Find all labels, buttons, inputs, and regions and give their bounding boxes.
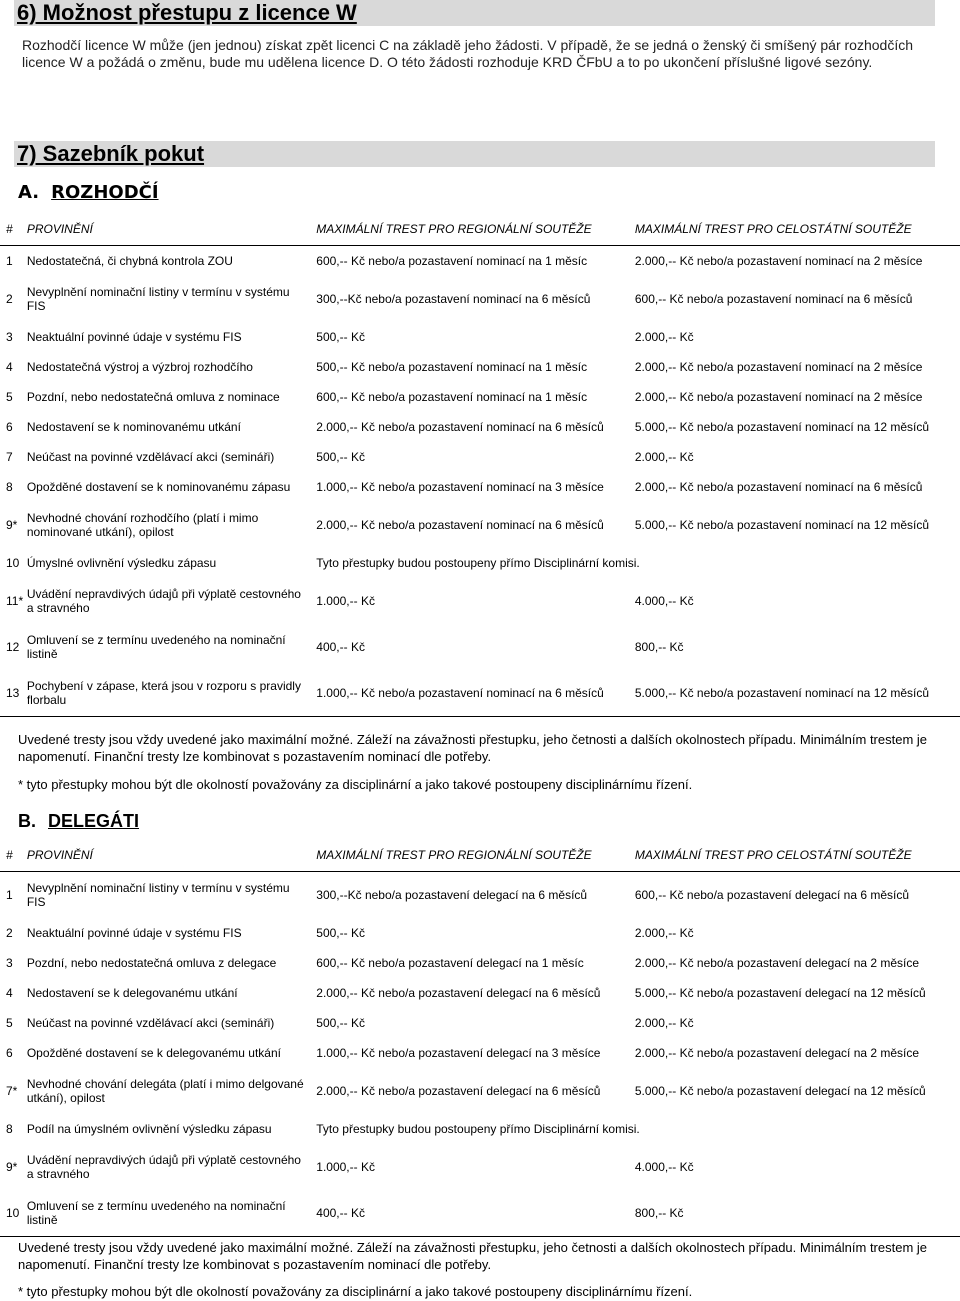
- cell-offense: Nevhodné chování rozhodčího (platí i mimo nominované utkání), opilost: [26, 511, 259, 539]
- table-row: [0, 670, 960, 717]
- cell-offense: Opožděné dostavení se k nominovanému zápasu: [26, 480, 291, 494]
- cell-offense: Pozdní, nebo nedostatečná omluva z nominace: [26, 390, 280, 404]
- cell-national-penalty: 2.000,-- Kč: [634, 330, 694, 344]
- table-row: [0, 948, 960, 978]
- cell-regional-penalty: Tyto přestupky budou postoupeny přímo Disciplinární komisi.: [316, 1122, 640, 1136]
- cell-offense: Úmyslné ovlivnění výsledku zápasu: [26, 556, 217, 570]
- cell-regional-penalty: 1.000,-- Kč: [316, 1160, 375, 1174]
- table-row: [0, 978, 960, 1008]
- cell-national-penalty: 5.000,-- Kč nebo/a pozastavení nominací na 12 měsíců: [634, 686, 930, 700]
- cell-national-penalty: 2.000,-- Kč: [634, 926, 694, 940]
- cell-regional-penalty: Tyto přestupky budou postoupeny přímo Disciplinární komisi.: [316, 556, 640, 570]
- cell-regional-penalty: 500,-- Kč nebo/a pozastavení nominací na 1 měsíc: [316, 360, 588, 374]
- cell-number: 10: [6, 556, 20, 570]
- cell-regional-penalty: 2.000,-- Kč nebo/a pozastavení nominací na 6 měsíců: [316, 420, 604, 434]
- cell-number: 7: [6, 450, 13, 464]
- cell-national-penalty: 5.000,-- Kč nebo/a pozastavení nominací na 12 měsíců: [634, 518, 930, 532]
- table-row: [0, 442, 960, 472]
- table-row: [0, 872, 960, 919]
- cell-national-penalty: 2.000,-- Kč nebo/a pozastavení nominací na 2 měsíce: [634, 360, 923, 374]
- cell-number: 5: [6, 1016, 13, 1030]
- cell-offense: Neúčast na povinné vzdělávací akci (semináři): [26, 450, 275, 464]
- cell-number: 2: [6, 292, 13, 306]
- cell-regional-penalty: 300,--Kč nebo/a pozastavení nominací na 6 měsíců: [316, 292, 591, 306]
- cell-national-penalty: 5.000,-- Kč nebo/a pozastavení delegací na 12 měsíců: [634, 1084, 926, 1098]
- col-header-national: MAXIMÁLNÍ TREST PRO CELOSTÁTNÍ SOUTĚŽE: [634, 222, 912, 236]
- cell-number: 13: [6, 686, 20, 700]
- cell-regional-penalty: 500,-- Kč: [316, 1016, 365, 1030]
- cell-offense: Omluvení se z termínu uvedeného na nominační listině: [26, 1199, 286, 1227]
- cell-national-penalty: 5.000,-- Kč nebo/a pozastavení nominací na 12 měsíců: [634, 420, 930, 434]
- cell-number: 5: [6, 390, 13, 404]
- cell-national-penalty: 600,-- Kč nebo/a pozastavení delegací na 6 měsíců: [634, 888, 910, 902]
- cell-offense: Podíl na úmyslném ovlivnění výsledku zápasu: [26, 1122, 272, 1136]
- table-a-footnote: * tyto přestupky mohou být dle okolností považovány za disciplinární a jako takové postoupeny disciplinárnímu řízení.: [18, 777, 693, 792]
- section-6-heading: 6) Možnost přestupu z licence W: [14, 0, 935, 26]
- table-row: [0, 548, 960, 578]
- section-6-paragraph: Rozhodčí licence W může (jen jednou) získat zpět licenci C na základě jeho žádosti. V případě, že se jedná o ženský či smíšený pár rozhodčích licence W a požádá o změnu, bude mu udělena licence D. O této žádosti rozhoduje KRD ČFbU a to po ukončení příslušné ligové sezóny.: [22, 37, 914, 70]
- col-header-regional: MAXIMÁLNÍ TREST PRO REGIONÁLNÍ SOUTĚŽE: [316, 222, 592, 236]
- table-row: [0, 412, 960, 442]
- table-row: [0, 502, 960, 548]
- cell-offense: Omluvení se z termínu uvedeného na nominační listině: [26, 633, 286, 661]
- table-b-footnote: * tyto přestupky mohou být dle okolností považovány za disciplinární a jako takové postoupeny disciplinárnímu řízení.: [18, 1284, 693, 1299]
- cell-number: 2: [6, 926, 13, 940]
- cell-national-penalty: 800,-- Kč: [634, 1206, 684, 1220]
- table-row: [0, 382, 960, 412]
- cell-offense: Nedostavení se k nominovanému utkání: [26, 420, 241, 434]
- table-row: [0, 472, 960, 502]
- cell-number: 10: [6, 1206, 20, 1220]
- subheading-delegates: B. DELEGÁTI: [18, 811, 140, 831]
- cell-regional-penalty: 600,-- Kč nebo/a pozastavení nominací na 1 měsíc: [316, 254, 588, 268]
- cell-regional-penalty: 500,-- Kč: [316, 926, 365, 940]
- table-row: [0, 1114, 960, 1144]
- col-header-offense: PROVINĚNÍ: [26, 848, 93, 862]
- cell-regional-penalty: 1.000,-- Kč nebo/a pozastavení nominací na 6 měsíců: [316, 686, 604, 700]
- cell-regional-penalty: 1.000,-- Kč nebo/a pozastavení delegací na 3 měsíce: [316, 1046, 601, 1060]
- table-row: [0, 1190, 960, 1237]
- cell-offense: Pochybení v zápase, která jsou v rozporu s pravidly florbalu: [26, 679, 301, 707]
- table-header-row: [0, 839, 960, 872]
- cell-number: 8: [6, 480, 13, 494]
- cell-national-penalty: 4.000,-- Kč: [634, 594, 694, 608]
- cell-regional-penalty: 400,-- Kč: [316, 640, 365, 654]
- table-row: [0, 352, 960, 382]
- col-header-regional: MAXIMÁLNÍ TREST PRO REGIONÁLNÍ SOUTĚŽE: [316, 848, 592, 862]
- cell-national-penalty: 800,-- Kč: [634, 640, 684, 654]
- cell-national-penalty: 2.000,-- Kč nebo/a pozastavení delegací na 2 měsíce: [634, 1046, 920, 1060]
- section-7-heading: 7) Sazebník pokut: [14, 141, 935, 167]
- cell-number: 8: [6, 1122, 13, 1136]
- cell-offense: Neaktuální povinné údaje v systému FIS: [26, 330, 242, 344]
- table-row: [0, 1144, 960, 1190]
- cell-number: 9*: [6, 1160, 18, 1174]
- cell-regional-penalty: 600,-- Kč nebo/a pozastavení nominací na 1 měsíc: [316, 390, 588, 404]
- subheading-referees: A. ROZHODČÍ: [18, 182, 159, 203]
- cell-offense: Nedostatečná výstroj a výzbroj rozhodčího: [26, 360, 253, 374]
- fines-table-delegates: [0, 839, 960, 1237]
- cell-national-penalty: 2.000,-- Kč: [634, 450, 694, 464]
- table-row: [0, 276, 960, 322]
- col-header-number: #: [6, 222, 13, 236]
- cell-national-penalty: 2.000,-- Kč nebo/a pozastavení nominací na 6 měsíců: [634, 480, 923, 494]
- cell-offense: Pozdní, nebo nedostatečná omluva z delegace: [26, 956, 277, 970]
- cell-offense: Nedostatečná, či chybná kontrola ZOU: [26, 254, 233, 268]
- col-header-offense: PROVINĚNÍ: [26, 222, 93, 236]
- cell-regional-penalty: 300,--Kč nebo/a pozastavení delegací na 6 měsíců: [316, 888, 588, 902]
- cell-national-penalty: 600,-- Kč nebo/a pozastavení nominací na 6 měsíců: [634, 292, 913, 306]
- cell-national-penalty: 4.000,-- Kč: [634, 1160, 694, 1174]
- table-row: [0, 1038, 960, 1068]
- cell-regional-penalty: 1.000,-- Kč: [316, 594, 375, 608]
- cell-regional-penalty: 500,-- Kč: [316, 450, 365, 464]
- cell-regional-penalty: 2.000,-- Kč nebo/a pozastavení delegací na 6 měsíců: [316, 986, 601, 1000]
- table-row: [0, 246, 960, 277]
- table-row: [0, 322, 960, 352]
- table-row: [0, 578, 960, 624]
- cell-number: 9*: [6, 518, 18, 532]
- cell-offense: Uvádění nepravdivých údajů při výplatě cestovného a stravného: [26, 587, 301, 615]
- table-row: [0, 918, 960, 948]
- table-header-row: [0, 213, 960, 246]
- table-row: [0, 624, 960, 670]
- cell-offense: Nevyplnění nominační listiny v termínu v systému FIS: [26, 285, 290, 313]
- cell-national-penalty: 2.000,-- Kč nebo/a pozastavení delegací na 2 měsíce: [634, 956, 920, 970]
- col-header-national: MAXIMÁLNÍ TREST PRO CELOSTÁTNÍ SOUTĚŽE: [634, 848, 912, 862]
- fines-table-referees: [0, 213, 960, 717]
- cell-number: 7*: [6, 1084, 18, 1098]
- cell-national-penalty: 2.000,-- Kč nebo/a pozastavení nominací na 2 měsíce: [634, 390, 923, 404]
- cell-offense: Neúčast na povinné vzdělávací akci (semináři): [26, 1016, 275, 1030]
- table-b-note: Uvedené tresty jsou vždy uvedené jako maximální možné. Záleží na závažnosti přestupku, jeho četnosti a dalších okolnostech případu. Minimálním trestem je napomenutí. Finanční tresty lze kombinovat s pozastavením nominací dle potřeby.: [18, 1240, 928, 1272]
- cell-national-penalty: 2.000,-- Kč nebo/a pozastavení nominací na 2 měsíce: [634, 254, 923, 268]
- table-row: [0, 1008, 960, 1038]
- table-row: [0, 1068, 960, 1114]
- cell-offense: Neaktuální povinné údaje v systému FIS: [26, 926, 242, 940]
- cell-offense: Opožděné dostavení se k delegovanému utkání: [26, 1046, 281, 1060]
- cell-regional-penalty: 500,-- Kč: [316, 330, 365, 344]
- cell-regional-penalty: 2.000,-- Kč nebo/a pozastavení delegací na 6 měsíců: [316, 1084, 601, 1098]
- cell-offense: Nevyplnění nominační listiny v termínu v systému FIS: [26, 881, 290, 909]
- cell-number: 1: [6, 888, 13, 902]
- cell-number: 3: [6, 330, 13, 344]
- cell-offense: Nedostavení se k delegovanému utkání: [26, 986, 238, 1000]
- cell-regional-penalty: 1.000,-- Kč nebo/a pozastavení nominací na 3 měsíce: [316, 480, 604, 494]
- col-header-number: #: [6, 848, 13, 862]
- cell-number: 3: [6, 956, 13, 970]
- cell-number: 6: [6, 1046, 13, 1060]
- cell-regional-penalty: 600,-- Kč nebo/a pozastavení delegací na 1 měsíc: [316, 956, 584, 970]
- cell-number: 12: [6, 640, 20, 654]
- cell-number: 4: [6, 986, 13, 1000]
- cell-regional-penalty: 400,-- Kč: [316, 1206, 365, 1220]
- cell-national-penalty: 2.000,-- Kč: [634, 1016, 694, 1030]
- cell-national-penalty: 5.000,-- Kč nebo/a pozastavení delegací na 12 měsíců: [634, 986, 926, 1000]
- cell-number: 6: [6, 420, 13, 434]
- cell-number: 11*: [6, 594, 24, 608]
- cell-number: 1: [6, 254, 13, 268]
- cell-offense: Uvádění nepravdivých údajů při výplatě cestovného a stravného: [26, 1153, 301, 1181]
- cell-offense: Nevhodné chování delegáta (platí i mimo delgované utkání), opilost: [26, 1077, 304, 1105]
- cell-regional-penalty: 2.000,-- Kč nebo/a pozastavení nominací na 6 měsíců: [316, 518, 604, 532]
- table-a-note: Uvedené tresty jsou vždy uvedené jako maximální možné. Záleží na závažnosti přestupku, jeho četnosti a dalších okolnostech případu. Minimálním trestem je napomenutí. Finanční tresty lze kombinovat s pozastavením nominací dle potřeby.: [18, 732, 928, 764]
- cell-number: 4: [6, 360, 13, 374]
